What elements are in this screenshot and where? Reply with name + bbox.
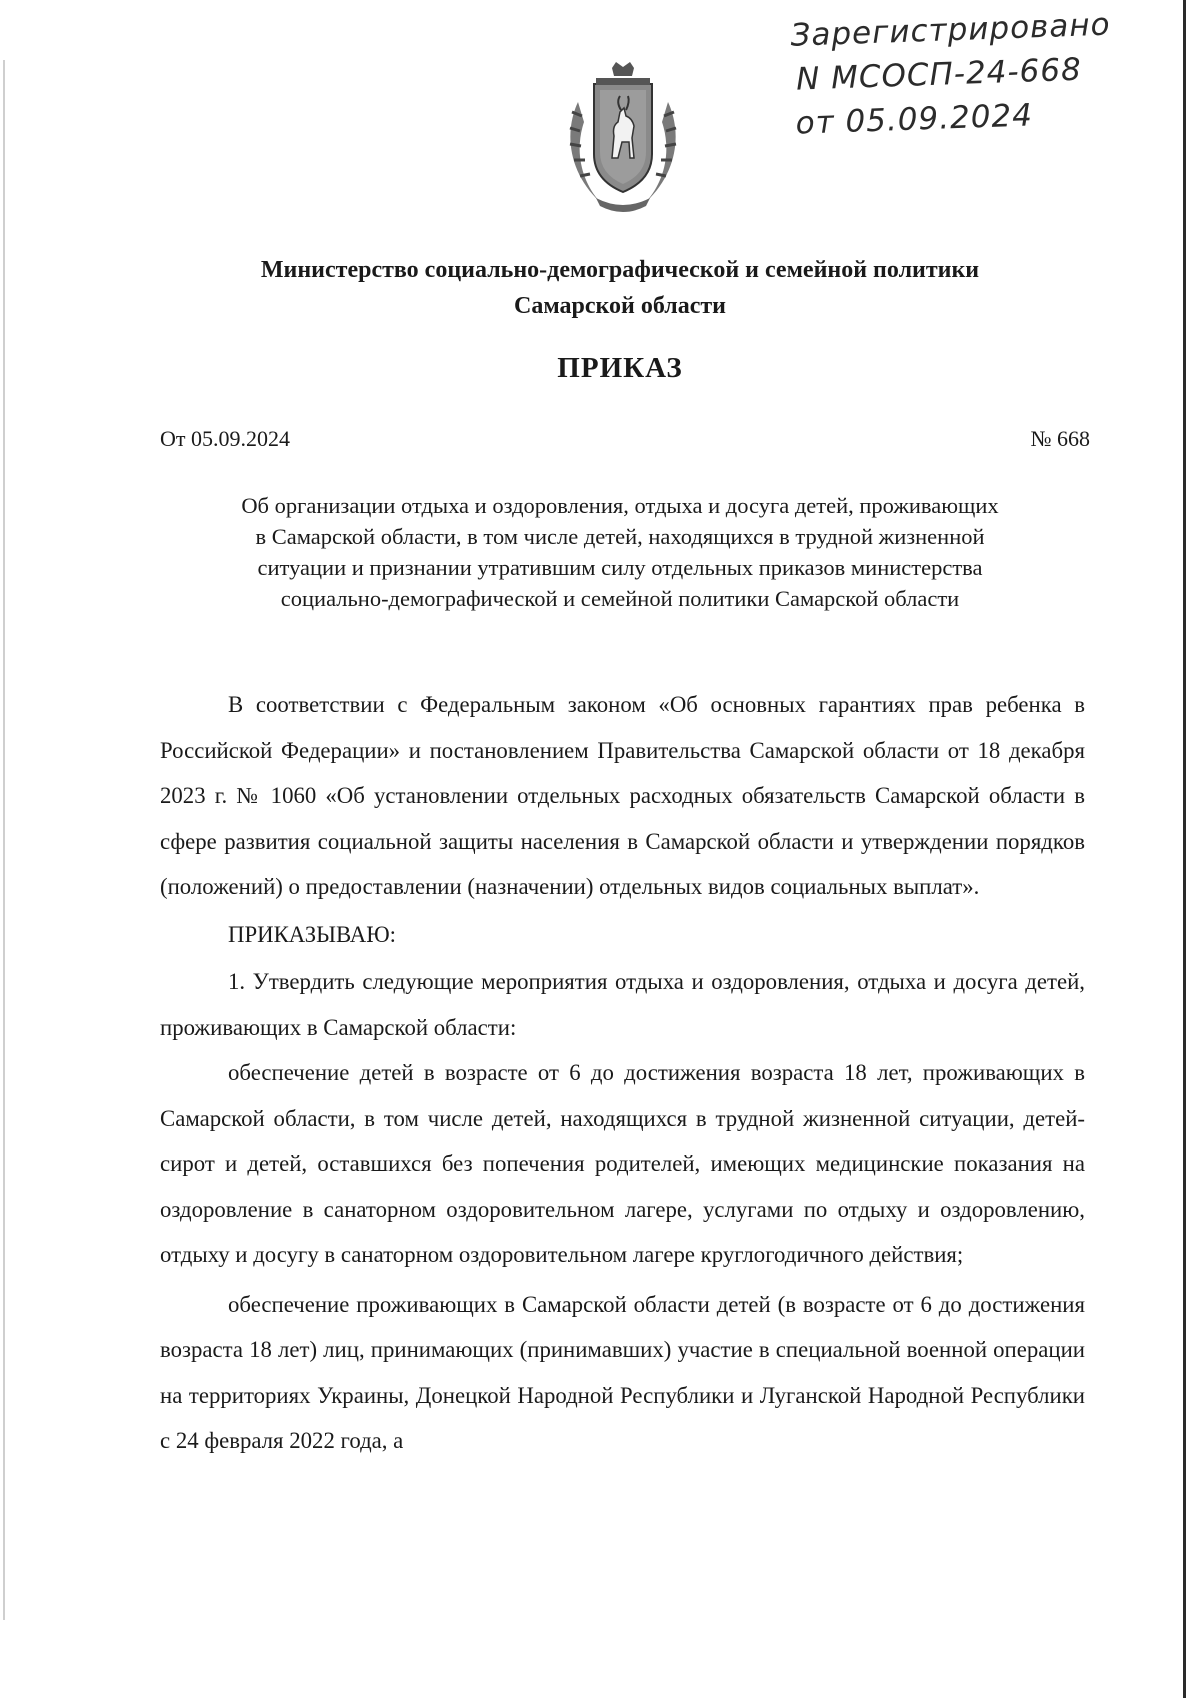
document-body — [160, 682, 1085, 1464]
handwritten-line-registered: Зарегистрировано — [789, 6, 1112, 54]
subject-line: в Самарской области, в том числе детей, находящихся в трудной жизненной — [255, 524, 985, 549]
ministry-name-line1: Министерство социально-демографической и семейной политики — [260, 257, 980, 283]
document-subject — [140, 490, 1100, 614]
item-1-subitem-b: обеспечение проживающих в Самарской области детей (в возрасте от 6 до достижения возраста 18 лет) лиц, принимающих (принимавших) участие в специальной военной операции на территориях Украины, Донецкой Народной Республики и Луганской Народной Республики с 24 февраля 2022 года, а — [160, 1291, 1085, 1453]
subject-line: Об организации отдыха и оздоровления, отдыха и досуга детей, проживающих — [241, 493, 999, 518]
coat-of-arms-emblem — [560, 62, 686, 212]
document-date: От 05.09.2024 — [160, 426, 291, 451]
ministry-heading — [120, 252, 1120, 324]
preamble-paragraph: В соответствии с Федеральным законом «Об основных гарантиях прав ребенка в Российской Федерации» и постановлением Правительства Самарской области от 18 декабря 2023 г. № 1060 «Об установлении отдельных расходных обязательств Самарской области в сфере развития социальной защиты населения в Самарской области и утверждении порядков (положений) о предоставлении (назначении) отдельных видов социальных выплат». — [160, 692, 1085, 899]
item-1-paragraph: 1. Утвердить следующие мероприятия отдыха и оздоровления, отдыха и досуга детей, проживающих в Самарской области: — [160, 969, 1085, 1040]
item-1-subitem-a: обеспечение детей в возрасте от 6 до достижения возраста 18 лет, проживающих в Самарской области, в том числе детей, находящихся в трудной жизненной ситуации, детей-сирот и детей, оставшихся без попечения родителей, имеющих медицинские показания на оздоровление в санаторном оздоровительном лагере, услугами по отдыху и оздоровлению, отдыху и досугу в санаторном оздоровительном лагере круглогодичного действия; — [160, 1060, 1085, 1267]
handwritten-registration-note — [790, 2, 1124, 145]
document-type-title: ПРИКАЗ — [557, 352, 683, 384]
scan-edge-right — [1183, 0, 1186, 1698]
document-number: № 668 — [1030, 426, 1090, 451]
subject-line: социально-демографической и семейной политики Самарской области — [280, 586, 960, 611]
handwritten-line-number: N МСОСП-24-668 — [795, 51, 1083, 98]
subject-line: ситуации и признании утратившим силу отдельных приказов министерства — [257, 555, 983, 580]
handwritten-line-date: от 05.09.2024 — [795, 97, 1034, 142]
ministry-name-line2: Самарской области — [514, 293, 726, 319]
order-word: ПРИКАЗЫВАЮ: — [228, 921, 397, 947]
scan-edge-left — [3, 60, 5, 1620]
